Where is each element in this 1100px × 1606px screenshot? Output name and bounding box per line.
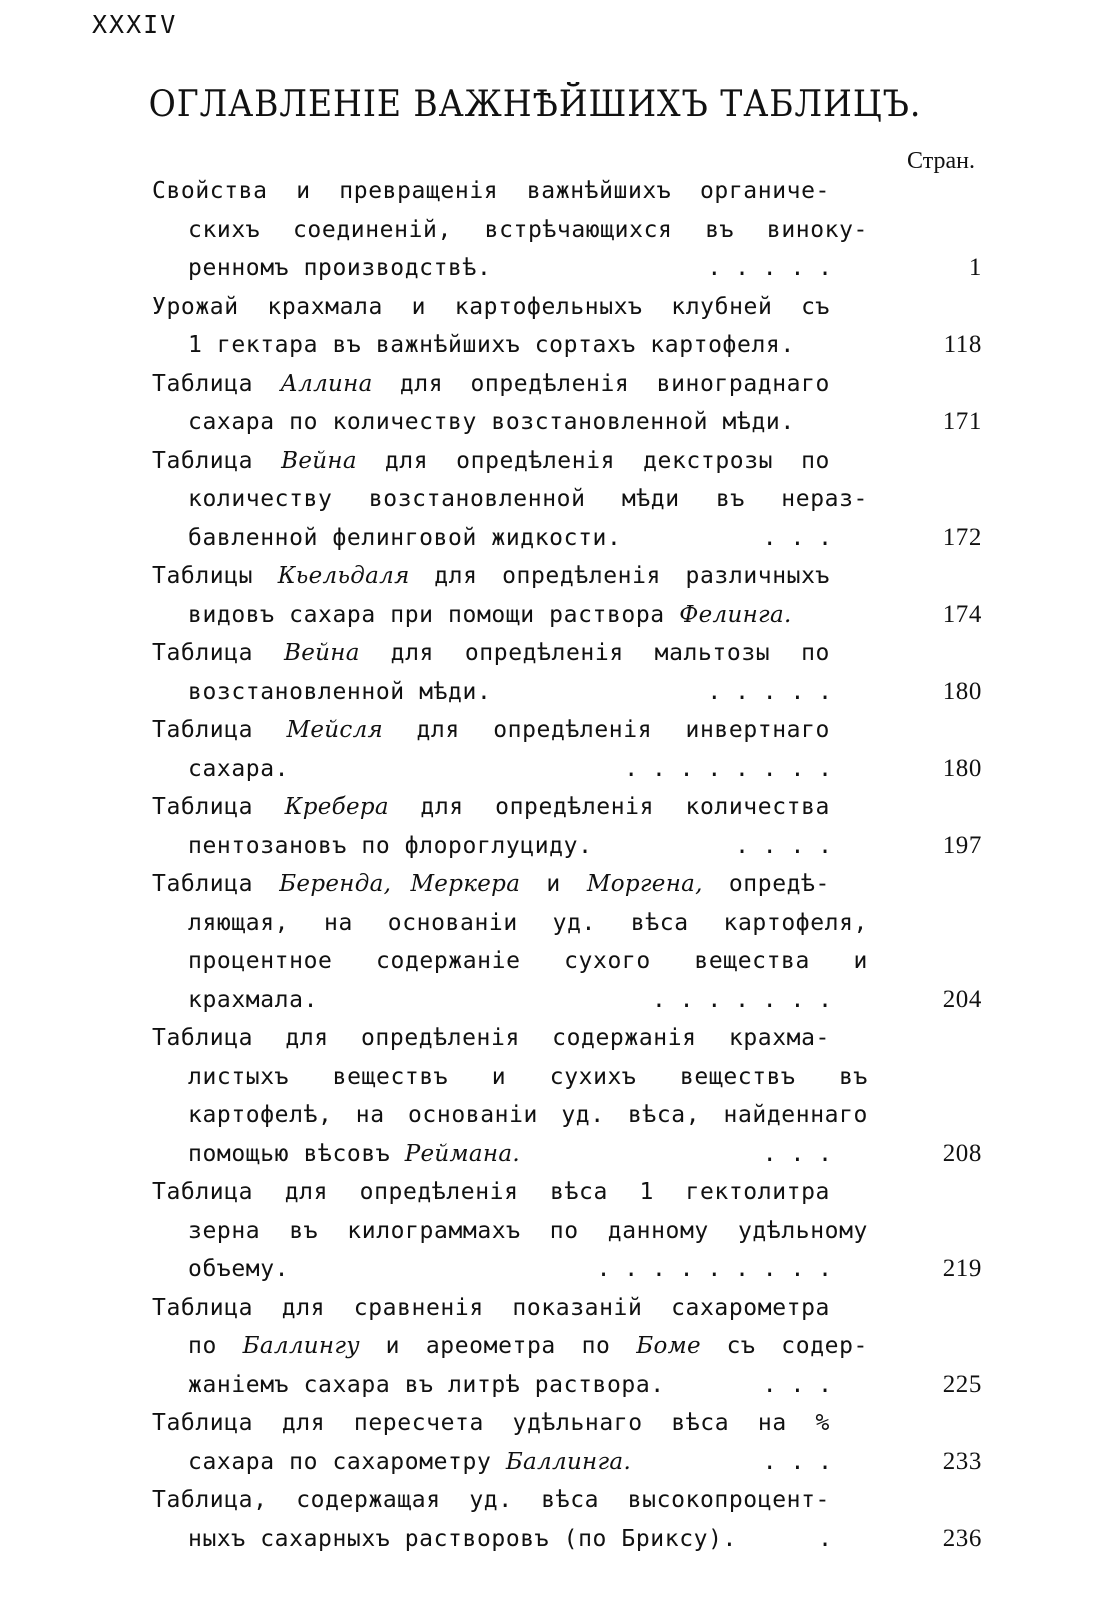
dot-leader: . . . . . . . . [624,755,832,782]
page-title: ОГЛАВЛЕНІЕ ВАЖНѢЙШИХЪ ТАБЛИЦЪ. [148,84,922,125]
entry-text: видовъ сахара при помощи раствора Фелинга. [188,601,792,628]
toc-entry [152,442,982,558]
entry-text: Таблица Мейсля для опредѣленія инвертнаго [152,717,831,743]
page-number: XXXIV [92,10,178,39]
page-ref: 233 [942,1447,982,1475]
entry-text: ляющая, на основаніи уд. вѣса картофеля, [188,909,868,936]
entry-text: Урожай крахмала и картофельныхъ клубней съ [152,293,830,320]
author-name: Аллина [280,370,373,397]
page-ref: 180 [942,677,982,705]
toc-entry [152,172,982,288]
author-name: Кребера [284,794,389,820]
entry-text: Таблица Вейна для опредѣленія мальтозы по [152,640,831,666]
entry-text: бавленной фелинговой жидкости. [188,524,622,551]
entry-text: картофелѣ, на основаніи уд. вѣса, найденнаго [188,1102,868,1128]
dot-leader: . . . [762,1371,832,1398]
toc-entry [152,557,982,634]
entry-text: помощью вѣсовъ Реймана. [188,1140,520,1167]
page-ref: 219 [942,1255,982,1282]
page-ref: 197 [942,831,982,859]
entry-text: сахара. [188,755,290,782]
toc-entry [152,788,982,865]
entry-text: возстановленной мѣди. [188,678,492,705]
entry-text: Таблица Беренда, Меркера и Моргена, опредѣ- [152,871,830,897]
entry-text: жаніемъ сахара въ литрѣ раствора. [188,1371,665,1398]
page-ref: 172 [942,523,982,551]
toc-entry [152,711,982,788]
author-name: Беренда, Меркера [279,871,521,897]
toc-entry [152,1173,982,1289]
author-name: Баллингу [242,1333,360,1359]
page-ref: 1 [968,254,982,281]
entry-text: количеству возстановленной мѣди въ нераз- [188,486,868,512]
page-ref: 180 [942,754,982,782]
author-name: Реймана. [404,1140,520,1167]
entry-text: зерна въ килограммахъ по данному удѣльному [188,1217,868,1244]
dot-leader: . . . . . . . [651,986,832,1013]
entry-text: по Баллингу и ареометра по Боме съ содер- [188,1333,868,1359]
toc-entry [152,1289,982,1405]
entry-text: Таблица для опредѣленія содержанія крахма- [152,1025,830,1051]
author-name: Вейна [281,447,357,474]
author-name: Мейсля [286,717,384,743]
dot-leader: . . . [762,1448,832,1475]
page-ref: 118 [943,331,982,358]
author-name: Фелинга. [679,601,792,628]
toc-entry [152,288,982,365]
page-column-header: Стран. [907,148,975,174]
dot-leader: . . . . . [707,678,832,705]
page-ref: 208 [942,1139,982,1167]
entry-text: ныхъ сахарныхъ растворовъ (по Бриксу). [188,1525,737,1552]
entry-text: скихъ соединеній, встрѣчающихся въ виноку- [188,216,868,243]
entry-text: Таблица Кребера для опредѣленія количества [152,794,830,820]
toc-entry [152,1019,982,1173]
dot-leader: . . . [762,1140,832,1167]
table-of-contents [152,172,982,1558]
entry-text: листыхъ веществъ и сухихъ веществъ въ [188,1063,868,1090]
page-ref: 174 [942,600,982,628]
dot-leader: . . . . [735,832,832,859]
dot-leader: . . . . . [707,255,832,281]
toc-entry [152,1404,982,1481]
dot-leader: . . . . . . . . . [596,1256,832,1282]
page-ref: 236 [942,1524,982,1552]
page-ref: 171 [942,408,982,435]
entry-text: крахмала. [188,986,319,1013]
page-ref: 204 [942,985,982,1013]
author-name: Баллинга. [505,1448,632,1475]
entry-text: ренномъ производствѣ. [188,255,492,281]
dot-leader: . . . [762,524,832,551]
author-name: Кьельдаля [277,563,410,589]
author-name: Моргена, [586,871,703,897]
entry-text: Таблица Аллина для опредѣленія винограднаго [152,370,830,397]
author-name: Боме [636,1333,701,1359]
entry-text: пентозановъ по флороглуциду. [188,832,593,859]
entry-text: Таблица Вейна для опредѣленія декстрозы по [152,447,830,474]
toc-entry [152,1481,982,1558]
entry-text: Таблица для опредѣленія вѣса 1 гектолитра [152,1179,830,1205]
toc-entry [152,634,982,711]
dot-leader: . [818,1525,832,1552]
toc-entry [152,365,982,442]
entry-text: объему. [188,1256,290,1282]
entry-text: Свойства и превращенія важнѣйшихъ органиче- [152,178,830,204]
entry-text: Таблица для пересчета удѣльнаго вѣса на % [152,1410,830,1436]
entry-text: сахара по сахарометру Баллинга. [188,1448,632,1475]
entry-text: Таблицы Кьельдаля для опредѣленія различныхъ [152,563,831,589]
page-ref: 225 [942,1370,982,1398]
entry-text: процентное содержаніе сухого вещества и [188,948,868,974]
entry-text: Таблица для сравненія показаній сахарометра [152,1294,830,1321]
toc-entry [152,865,982,1019]
author-name: Вейна [284,640,360,666]
entry-text: 1 гектара въ важнѣйшихъ сортахъ картофеля. [188,332,795,358]
entry-text: Таблица, содержащая уд. вѣса высокопроцент- [152,1487,830,1513]
entry-text: сахара по количеству возстановленной мѣди. [188,409,795,435]
